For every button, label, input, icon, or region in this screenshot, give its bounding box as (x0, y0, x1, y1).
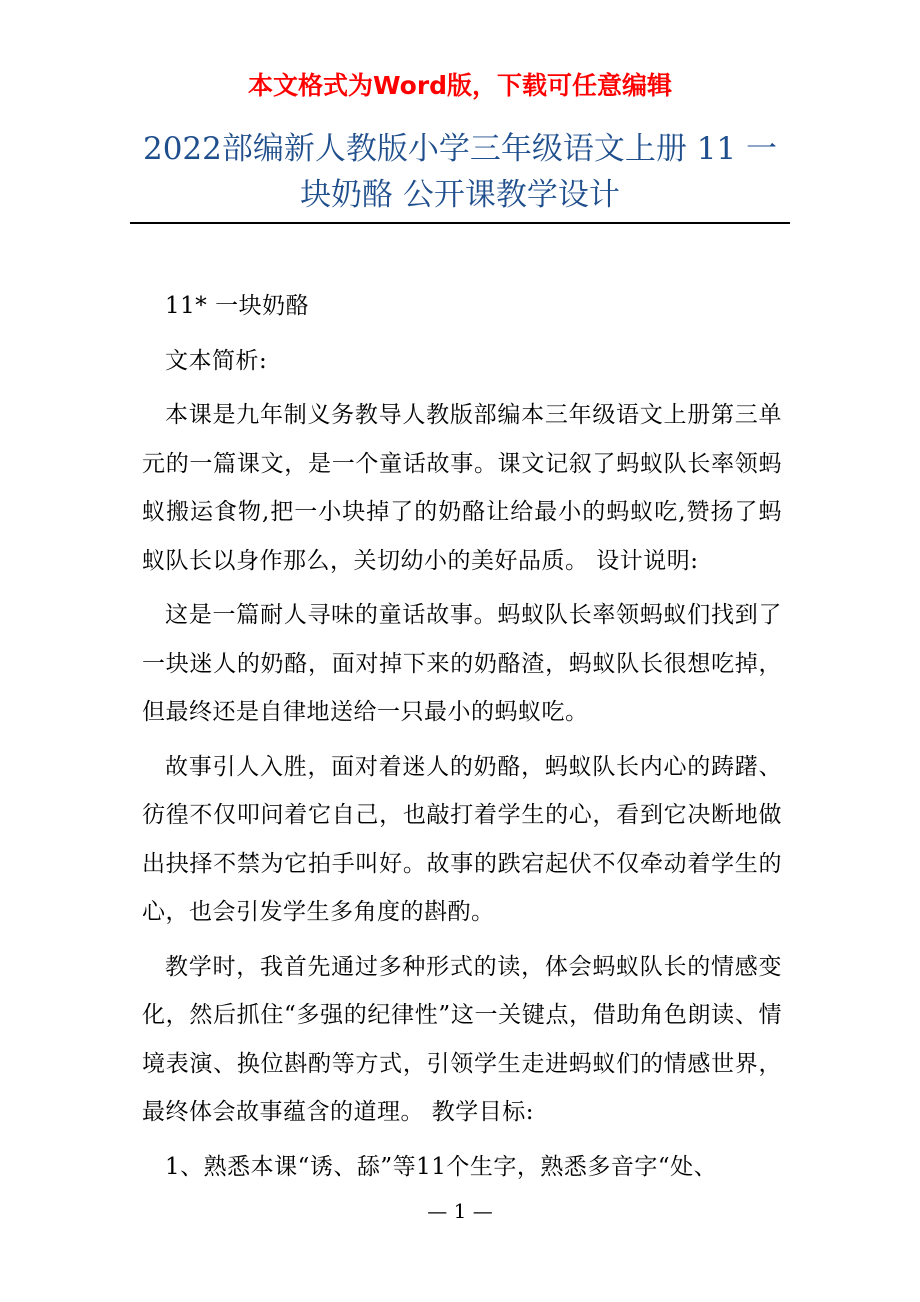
document-title: 2022部编新人教版小学三年级语文上册 11 一块奶酪 公开课教学设计 (142, 131, 778, 213)
body-paragraph: 这是一篇耐人寻味的童话故事。蚂蚁队长率领蚂蚁们找到了一块迷人的奶酪，面对掉下来的奶酪渣，蚂蚁队长很想吃掉，但最终还是自律地送给一只最小的蚂蚁吃。 (142, 602, 782, 725)
format-notice-banner: 本文格式为Word版，下载可任意编辑 (247, 71, 673, 100)
lesson-heading: 11* 一块奶酪 (165, 293, 310, 319)
document-body (142, 282, 782, 1191)
body-paragraph: 1、熟悉本课“诱、舔”等11个生字，熟悉多音字“处、 (165, 1153, 718, 1180)
title-divider (130, 222, 790, 224)
section-label-text-analysis: 文本简析: (165, 347, 268, 374)
page-number: — 1 — (427, 1199, 493, 1223)
body-paragraph: 教学时，我首先通过多种形式的读，体会蚂蚁队长的情感变化，然后抓住“多强的纪律性”这一关键点，借助角色朗读、情境表演、换位斟酌等方式，引领学生走进蚂蚁们的情感世界，最终体会故事蕴含的道理。 教学目标: (142, 953, 782, 1125)
body-paragraph: 本课是九年制义务教导人教版部编本三年级语文上册第三单元的一篇课文，是一个童话故事。课文记叙了蚂蚁队长率领蚂蚁搬运食物,把一小块掉了的奶酪让给最小的蚂蚁吃,赞扬了蚂蚁队长以身作那么，关切幼小的美好品质。 设计说明: (142, 402, 782, 574)
body-paragraph: 故事引人入胜，面对着迷人的奶酪，蚂蚁队长内心的踌躇、彷徨不仅叩问着它自己，也敲打着学生的心，看到它决断地做出抉择不禁为它拍手叫好。故事的跌宕起伏不仅牵动着学生的心，也会引发学生多角度的斟酌。 (142, 753, 782, 925)
